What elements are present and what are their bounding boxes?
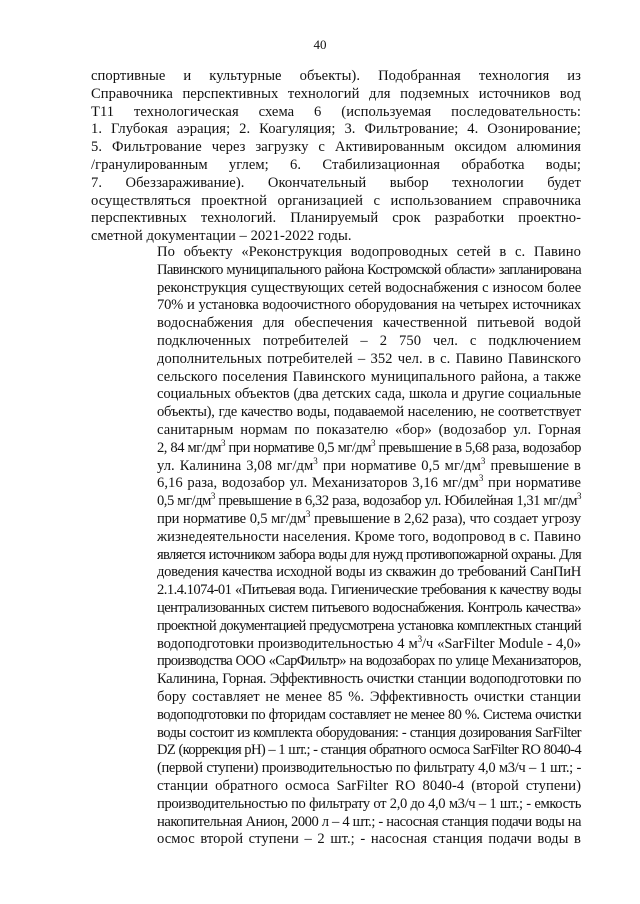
text-line: объекты), где качество воды, подаваемой населению, не соответствует (157, 404, 581, 421)
text-line: Т11 технологическая схема 6 (используемая последовательность: (91, 103, 581, 120)
text-line: DZ (коррекция pH) – 1 шт.; - станция обратного осмоса SarFilter RO 8040-4 (157, 742, 581, 759)
text-line: 6,16 раза, водозабор ул. Механизаторов 3,16 $мг/дм^3$ при нормативе (157, 473, 581, 492)
text-line: воды состоит из комплекта оборудования: - станция дозирования SarFilter (157, 724, 581, 741)
text-line: Калинина, Горная. Эффективность очистки станции водоподготовки по (157, 671, 581, 688)
text-line: проектной документацией предусмотрена установка комплектных станций (157, 617, 581, 634)
text-line: водоснабжения для обеспечения качественной питьевой водой (157, 315, 581, 332)
text-line: 2, 84 $мг/дм^3$ при нормативе 0,5 $мг/дм^3$ превышение в 5,68 раза, водозабор (157, 437, 581, 456)
text-line: 1. Глубокая аэрация; 2. Коагуляция; 3. Фильтрование; 4. Озонирование; (91, 121, 581, 138)
page-number: 40 (313, 37, 327, 52)
text-line: централизованных систем питьевого водоснабжения. Контроль качества» (157, 599, 581, 616)
text-line: Павинского муниципального района Костромской области» запланирована (157, 261, 581, 278)
text-line: спортивные и культурные объекты). Подобранная технология из (91, 68, 581, 84)
text-line: 70% и установка водоочистного оборудования на четырех источниках (157, 297, 581, 314)
text-line: водоподготовки по фторидам составляет не менее 80 %. Система очистки (157, 706, 581, 723)
text-line: 7. Обеззараживание). Окончательный выбор технологии будет (91, 174, 581, 191)
text-line: доведения качества исходной воды из скважин до требований СанПиН (157, 564, 581, 581)
text-line: дополнительных потребителей – 352 чел. в с. Павино Павинского (157, 350, 581, 367)
text-line: жизнедеятельности населения. Кроме того, водопровод в с. Павино (157, 528, 581, 545)
text-line: накопительная Анион, 2000 л – 4 шт.; - насосная станция подачи воды на (157, 813, 581, 830)
text-line: 5. Фильтрование через загрузку с Активированным оксидом алюминия (91, 139, 581, 156)
text-line: социальных объектов (два детских сада, школа и другие социальные (157, 386, 581, 403)
text-line: бору составляет не менее 85 %. Эффективность очистки станции (157, 688, 581, 705)
text-line: осмос второй ступени – 2 шт.; - насосная станция подачи воды в (157, 831, 581, 848)
text-line: реконструкция существующих сетей водоснабжения с износом более (157, 279, 581, 296)
text-line: при нормативе 0,5 $мг/дм^3$ превышение в 2,62 раза), что создает угрозу (157, 508, 581, 527)
text-line: /гранулированным углем; 6. Стабилизационная обработка воды; (91, 156, 581, 173)
text-line: 0,5 $мг/дм^3$ превышение в 6,32 раза, водозабор ул. Юбилейная 1,31 $мг/дм^3$ (157, 491, 582, 510)
text-line: 2.1.4.1074-01 «Питьевая вода. Гигиенические требования к качеству воды (157, 582, 581, 599)
text-line: сметной документации – 2021-2022 годы. (91, 228, 352, 245)
text-line: осуществляться проектной организацией с использованием справочника (91, 192, 581, 209)
text-line: производства ООО «СарФильтр» на водозаборах по улице Механизаторов, (157, 653, 581, 670)
text-line: Справочника перспективных технологий для подземных источников вод (91, 85, 581, 102)
text-line: является источником забора воды для нужд противопожарной охраны. Для (157, 546, 581, 563)
text-line: (первой ступени) производительностью по фильтрату 4,0 м3/ч – 1 шт.; - (157, 760, 581, 777)
text-line: перспективных технологий. Планируемый срок разработки проектно- (91, 210, 581, 227)
text-line: подключенных потребителей – 2 750 чел. с подключением (157, 332, 581, 349)
paragraph-2 (91, 244, 581, 849)
paragraph-1 (91, 68, 581, 246)
text-line: По объекту «Реконструкция водопроводных сетей в с. Павино (157, 244, 581, 260)
text-line: сельского поселения Павинского муниципального района, а также (157, 368, 581, 385)
text-line: станции обратного осмоса SarFilter RO 8040-4 (второй ступени) (157, 777, 581, 794)
text-line: производительностью по фильтрату от 2,0 до 4,0 м3/ч – 1 шт.; - емкость (157, 795, 581, 812)
text-line: ул. Калинина 3,08 $мг/дм^3$ при нормативе 0,5 $мг/дм^3$ превышение в (157, 455, 581, 474)
text-line: водоподготовки производительностью 4 $м^3/ч$ «SarFilter Module - 4,0» (157, 633, 582, 652)
text-line: санитарным нормам по показателю «бор» (водозабор ул. Горная (157, 421, 581, 438)
